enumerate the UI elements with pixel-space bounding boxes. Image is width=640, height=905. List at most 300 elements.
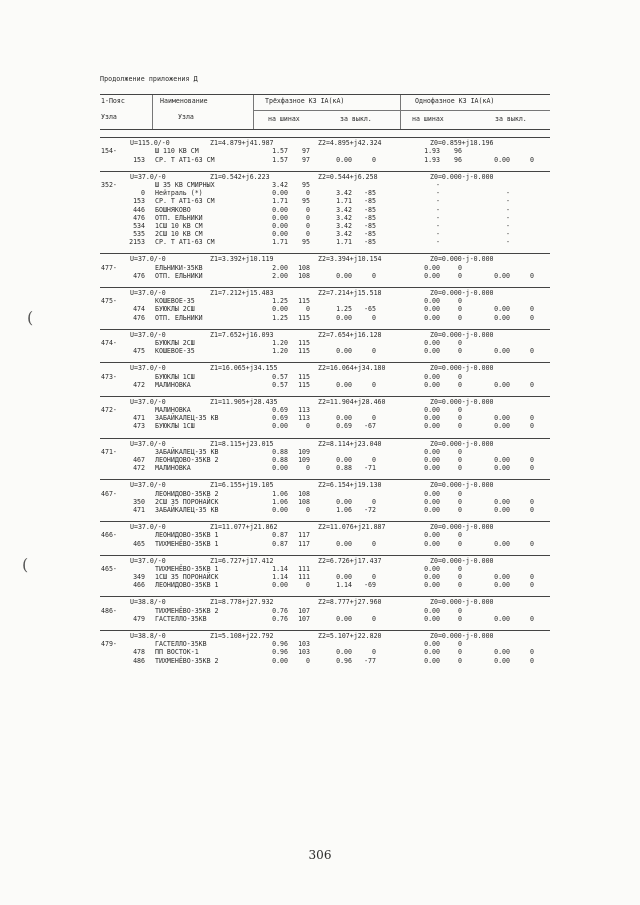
cell-2: 1.71 (272, 197, 288, 206)
block-z1: Z1=5.108+j22.792 (210, 632, 274, 641)
cell-8: - (506, 221, 510, 230)
cell-2: 0.00 (272, 205, 288, 214)
cell-6: 0.00 (424, 539, 440, 548)
header-subline (253, 110, 550, 111)
cell-1: ОТП. ЕЛЬНИКИ (155, 271, 203, 280)
table-row (100, 565, 550, 573)
cell-1: ЛЕОНИДОВО-35КВ 1 (155, 531, 219, 540)
cell-5: -85 (364, 221, 376, 230)
cell-7: 0 (458, 347, 462, 356)
cell-3: 97 (302, 147, 310, 156)
cell-7: 0 (458, 656, 462, 665)
cell-9: 0 (530, 414, 534, 423)
header-sub-breaker-1: за выкл. (495, 115, 527, 124)
cell-7: 0 (458, 456, 462, 465)
block-z2: Z2=7.214+j15.518 (318, 289, 382, 298)
cell-4: 0.00 (336, 347, 352, 356)
binding-hole-mark: ( (22, 555, 29, 574)
cell-6: 0.00 (424, 564, 440, 573)
cell-0: 2153 (129, 238, 145, 247)
block-z1: Z1=7.652+j16.093 (210, 330, 274, 339)
table-row (100, 581, 550, 589)
cell-5: 0 (372, 155, 376, 164)
cell-5: -77 (364, 656, 376, 665)
block-z2: Z2=6.154+j19.130 (318, 481, 382, 490)
block-z0: Z0=0.000-j-0.000 (430, 255, 494, 264)
block-z0: Z0=0.000-j-0.000 (430, 523, 494, 532)
block-header-row (100, 139, 550, 147)
cell-7: 0 (458, 505, 462, 514)
cell-8: 0.00 (494, 313, 510, 322)
block-u: U=38.8/-0 (130, 632, 166, 641)
block-z2: Z2=0.544+j6.258 (318, 172, 378, 181)
cell-9: 0 (530, 305, 534, 314)
table-row (100, 540, 550, 548)
cell-0: 471 (133, 505, 145, 514)
block-header-row (100, 289, 550, 297)
cell-7: 96 (454, 155, 462, 164)
table-row (100, 657, 550, 665)
cell-0: 352- (101, 180, 117, 189)
cell-6: 0.00 (424, 456, 440, 465)
cell-1: ЛЕОНИДОВО-35КВ 2 (155, 489, 219, 498)
cell-1: МАЛИНОВКА (155, 464, 191, 473)
cell-7: 0 (458, 297, 462, 306)
cell-7: 0 (458, 263, 462, 272)
cell-0: 466- (101, 531, 117, 540)
block-u: U=37.0/-0 (130, 255, 166, 264)
cell-8: 0.00 (494, 581, 510, 590)
cell-8: - (506, 197, 510, 206)
cell-0: 465- (101, 564, 117, 573)
block-z2: Z2=8.114+j23.040 (318, 439, 382, 448)
cell-3: 115 (298, 347, 310, 356)
cell-9: 0 (530, 313, 534, 322)
cell-6: 0.00 (424, 263, 440, 272)
header-divider (152, 95, 153, 129)
cell-1: МАЛИНОВКА (155, 406, 191, 415)
table-row (100, 640, 550, 648)
cell-4: 1.25 (336, 305, 352, 314)
cell-2: 1.25 (272, 297, 288, 306)
header-sub-bus-1: на шинах (412, 115, 444, 124)
cell-0: 472 (133, 380, 145, 389)
cell-0: 478 (133, 648, 145, 657)
block-z2: Z2=3.394+j10.154 (318, 255, 382, 264)
cell-1: МАЛИНОВКА (155, 380, 191, 389)
cell-2: 0.69 (272, 406, 288, 415)
block-header-row (100, 440, 550, 448)
cell-2: 0.00 (272, 305, 288, 314)
cell-3: 0 (306, 221, 310, 230)
header-col1-line2: Узла (101, 113, 117, 122)
cell-3: 0 (306, 422, 310, 431)
block-header-row (100, 632, 550, 640)
cell-8: 0.00 (494, 380, 510, 389)
cell-0: 476 (133, 213, 145, 222)
block-header-row (100, 255, 550, 263)
block-z0: Z0=0.000-j-0.000 (430, 481, 494, 490)
cell-1: 1СШ 10 КВ СМ (155, 221, 203, 230)
cell-3: 103 (298, 640, 310, 649)
cell-4: 0.00 (336, 414, 352, 423)
block-u: U=37.0/-0 (130, 330, 166, 339)
header-col2-line2: Узла (178, 113, 194, 122)
cell-6: 0.00 (424, 313, 440, 322)
table-row (100, 181, 550, 189)
cell-8: 0.00 (494, 422, 510, 431)
cell-3: 108 (298, 271, 310, 280)
cell-7: 0 (458, 539, 462, 548)
cell-2: 0.00 (272, 505, 288, 514)
block-u: U=37.0/-0 (130, 172, 166, 181)
cell-2: 1.25 (272, 313, 288, 322)
cell-1: БУЮКЛЫ 2СШ (155, 305, 195, 314)
cell-8: 0.00 (494, 271, 510, 280)
cell-7: 0 (458, 531, 462, 540)
cell-6: 1.93 (424, 155, 440, 164)
node-block (100, 630, 550, 665)
cell-0: 466 (133, 581, 145, 590)
cell-5: -85 (364, 197, 376, 206)
cell-9: 0 (530, 573, 534, 582)
cell-3: 108 (298, 497, 310, 506)
cell-3: 117 (298, 539, 310, 548)
block-z1: Z1=0.542+j6.223 (210, 172, 270, 181)
node-block (100, 329, 550, 356)
cell-6: 0.00 (424, 406, 440, 415)
cell-2: 0.00 (272, 464, 288, 473)
cell-6: 0.00 (424, 531, 440, 540)
cell-4: 0.00 (336, 648, 352, 657)
block-z1: Z1=6.727+j17.412 (210, 556, 274, 565)
block-header-row (100, 173, 550, 181)
node-block (100, 438, 550, 473)
cell-1: 2СШ 10 КВ СМ (155, 230, 203, 239)
cell-1: ТИХМЕНЁВО-35КВ 1 (155, 564, 219, 573)
cell-0: 486- (101, 606, 117, 615)
cell-1: Ш 110 КВ СМ (155, 147, 199, 156)
block-z1: Z1=3.392+j10.119 (210, 255, 274, 264)
cell-3: 0 (306, 205, 310, 214)
cell-3: 117 (298, 531, 310, 540)
cell-0: 474- (101, 338, 117, 347)
cell-4: 3.42 (336, 205, 352, 214)
cell-3: 111 (298, 573, 310, 582)
cell-7: 0 (458, 380, 462, 389)
block-z0: Z0=0.000-j-0.000 (430, 397, 494, 406)
table-row (100, 607, 550, 615)
cell-6: 0.00 (424, 422, 440, 431)
cell-2: 0.00 (272, 581, 288, 590)
cell-4: 3.42 (336, 213, 352, 222)
cell-2: 0.57 (272, 372, 288, 381)
cell-6: 0.00 (424, 305, 440, 314)
cell-5: -67 (364, 422, 376, 431)
cell-1: ГАСТЕЛЛО-35КВ (155, 640, 207, 649)
block-z0: Z0=0.000-j-0.000 (430, 598, 494, 607)
cell-6: 0.00 (424, 447, 440, 456)
cell-2: 0.00 (272, 213, 288, 222)
cell-4: 0.00 (336, 456, 352, 465)
cell-4: 0.00 (336, 539, 352, 548)
cell-6: - (436, 197, 440, 206)
cell-2: 0.76 (272, 606, 288, 615)
cell-3: 95 (302, 180, 310, 189)
cell-3: 95 (302, 197, 310, 206)
cell-6: 0.00 (424, 271, 440, 280)
cell-6: 0.00 (424, 414, 440, 423)
cell-6: - (436, 205, 440, 214)
cell-2: 0.00 (272, 230, 288, 239)
cell-9: 0 (530, 497, 534, 506)
block-z1: Z1=6.155+j19.105 (210, 481, 274, 490)
cell-9: 0 (530, 422, 534, 431)
table-header (100, 94, 550, 130)
cell-3: 0 (306, 581, 310, 590)
table-row (100, 238, 550, 246)
block-z0: Z0=0.000-j-0.000 (430, 632, 494, 641)
node-block (100, 596, 550, 623)
cell-0: 465 (133, 539, 145, 548)
cell-0: 476 (133, 313, 145, 322)
cell-0: 477- (101, 263, 117, 272)
cell-6: 0.00 (424, 573, 440, 582)
cell-4: 3.42 (336, 230, 352, 239)
cell-0: 479 (133, 614, 145, 623)
cell-2: 1.06 (272, 489, 288, 498)
table-row (100, 615, 550, 623)
cell-0: 486 (133, 656, 145, 665)
binding-hole-mark: ( (27, 308, 34, 327)
node-block (100, 171, 550, 247)
cell-6: 1.93 (424, 147, 440, 156)
cell-3: 0 (306, 189, 310, 198)
cell-0: 471 (133, 414, 145, 423)
cell-7: 0 (458, 573, 462, 582)
cell-0: 472 (133, 464, 145, 473)
cell-3: 115 (298, 372, 310, 381)
cell-4: 0.88 (336, 464, 352, 473)
block-z1: Z1=11.077+j21.862 (210, 523, 278, 532)
cell-6: - (436, 221, 440, 230)
cell-0: 474 (133, 305, 145, 314)
cell-1: ЕЛЬНИКИ-35КВ (155, 263, 203, 272)
cell-6: 0.00 (424, 372, 440, 381)
cell-4: 0.00 (336, 380, 352, 389)
cell-2: 1.14 (272, 564, 288, 573)
cell-3: 111 (298, 564, 310, 573)
block-u: U=37.0/-0 (130, 439, 166, 448)
block-u: U=37.0/-0 (130, 523, 166, 532)
node-block (100, 287, 550, 322)
cell-6: 0.00 (424, 640, 440, 649)
cell-3: 108 (298, 489, 310, 498)
table-row (100, 147, 550, 155)
cell-2: 2.00 (272, 271, 288, 280)
cell-5: -85 (364, 189, 376, 198)
cell-2: 1.57 (272, 155, 288, 164)
cell-9: 0 (530, 271, 534, 280)
cell-1: КОШЕВОЕ-35 (155, 297, 195, 306)
cell-8: - (506, 238, 510, 247)
cell-8: 0.00 (494, 305, 510, 314)
cell-1: Нейтраль (*) (155, 189, 203, 198)
cell-7: 0 (458, 606, 462, 615)
cell-9: 0 (530, 505, 534, 514)
cell-5: -69 (364, 581, 376, 590)
cell-0: 350 (133, 497, 145, 506)
cell-8: 0.00 (494, 497, 510, 506)
cell-5: -65 (364, 305, 376, 314)
cell-1: ЛЕОНИДОВО-35КВ 1 (155, 581, 219, 590)
table-row (100, 531, 550, 539)
page-number: 306 (308, 848, 332, 862)
cell-0: 153 (133, 155, 145, 164)
cell-0: 473- (101, 372, 117, 381)
cell-2: 0.87 (272, 539, 288, 548)
block-z2: Z2=4.895+j42.324 (318, 139, 382, 148)
cell-8: 0.00 (494, 614, 510, 623)
header-three-phase: Трёхфазное КЗ IA(кА) (265, 97, 345, 106)
node-block (100, 521, 550, 548)
document-sheet (100, 75, 550, 665)
cell-4: 0.00 (336, 497, 352, 506)
cell-1: ТИХМЕНЁВО-35КВ 1 (155, 539, 219, 548)
cell-1: СР. Т АТ1-63 СМ (155, 197, 215, 206)
cell-6: - (436, 230, 440, 239)
cell-7: 0 (458, 372, 462, 381)
cell-2: 1.06 (272, 497, 288, 506)
table-row (100, 414, 550, 422)
cell-4: 1.71 (336, 238, 352, 247)
table-row (100, 448, 550, 456)
cell-0: 154- (101, 147, 117, 156)
cell-3: 0 (306, 213, 310, 222)
cell-6: 0.00 (424, 297, 440, 306)
table-row (100, 214, 550, 222)
cell-4: 3.42 (336, 221, 352, 230)
cell-2: 0.76 (272, 614, 288, 623)
block-header-row (100, 364, 550, 372)
cell-0: 471- (101, 447, 117, 456)
cell-6: - (436, 238, 440, 247)
cell-8: - (506, 205, 510, 214)
cell-6: - (436, 180, 440, 189)
block-z2: Z2=11.904+j28.460 (318, 397, 386, 406)
table-row (100, 230, 550, 238)
cell-1: ТИХМЕНЁВО-35КВ 2 (155, 656, 219, 665)
cell-2: 0.88 (272, 456, 288, 465)
cell-6: 0.00 (424, 497, 440, 506)
cell-3: 97 (302, 155, 310, 164)
table-row (100, 305, 550, 313)
table-row (100, 498, 550, 506)
cell-5: 0 (372, 456, 376, 465)
cell-1: СР. Т АТ1-63 СМ (155, 155, 215, 164)
cell-5: 0 (372, 648, 376, 657)
cell-0: 349 (133, 573, 145, 582)
header-sub-bus-3: на шинах (268, 115, 300, 124)
table-row (100, 456, 550, 464)
cell-9: 0 (530, 614, 534, 623)
header-col2-line1: Наименование (160, 97, 208, 106)
table-row (100, 156, 550, 164)
cell-3: 109 (298, 456, 310, 465)
cell-9: 0 (530, 456, 534, 465)
cell-1: ОТП. ЕЛЬНИКИ (155, 313, 203, 322)
table-row (100, 264, 550, 272)
cell-1: ОТП. ЕЛЬНИКИ (155, 213, 203, 222)
cell-1: ЗАБАЙКАЛЕЦ-35 КВ (155, 414, 219, 423)
cell-6: 0.00 (424, 606, 440, 615)
cell-2: 0.69 (272, 414, 288, 423)
cell-3: 95 (302, 238, 310, 247)
cell-1: ЛЕОНИДОВО-35КВ 2 (155, 456, 219, 465)
cell-6: 0.00 (424, 505, 440, 514)
table-row (100, 464, 550, 472)
table-row (100, 206, 550, 214)
cell-2: 1.57 (272, 147, 288, 156)
page-title: Продолжение приложения Д (100, 75, 198, 83)
cell-7: 0 (458, 406, 462, 415)
node-block (100, 362, 550, 389)
block-z0: Z0=0.000-j-0.000 (430, 556, 494, 565)
cell-7: 0 (458, 648, 462, 657)
cell-2: 3.42 (272, 180, 288, 189)
cell-4: 1.71 (336, 197, 352, 206)
cell-3: 0 (306, 656, 310, 665)
cell-1: 1СШ 35 ПОРОНАЙСК (155, 573, 219, 582)
cell-2: 0.96 (272, 640, 288, 649)
cell-5: 0 (372, 414, 376, 423)
cell-6: 0.00 (424, 648, 440, 657)
block-u: U=37.0/-0 (130, 556, 166, 565)
cell-2: 1.20 (272, 347, 288, 356)
cell-6: 0.00 (424, 380, 440, 389)
cell-0: 446 (133, 205, 145, 214)
cell-7: 0 (458, 564, 462, 573)
cell-9: 0 (530, 581, 534, 590)
cell-6: 0.00 (424, 338, 440, 347)
block-z1: Z1=11.905+j28.435 (210, 397, 278, 406)
cell-0: 472- (101, 406, 117, 415)
cell-5: 0 (372, 271, 376, 280)
cell-0: 467- (101, 489, 117, 498)
block-header-row (100, 398, 550, 406)
cell-3: 0 (306, 305, 310, 314)
table-row (100, 373, 550, 381)
cell-5: -72 (364, 505, 376, 514)
cell-6: 0.00 (424, 581, 440, 590)
cell-7: 0 (458, 313, 462, 322)
block-z2: Z2=5.107+j22.820 (318, 632, 382, 641)
cell-9: 0 (530, 648, 534, 657)
node-block (100, 555, 550, 590)
block-z2: Z2=7.654+j16.128 (318, 330, 382, 339)
cell-8: 0.00 (494, 539, 510, 548)
header-col1-line1: 1-Пояс (101, 97, 125, 106)
table-row (100, 347, 550, 355)
block-u: U=115.0/-0 (130, 139, 170, 148)
header-divider (400, 95, 401, 129)
cell-3: 115 (298, 313, 310, 322)
cell-7: 0 (458, 581, 462, 590)
block-z2: Z2=8.777+j27.960 (318, 598, 382, 607)
block-z0: Z0=0.000-j-0.000 (430, 289, 494, 298)
cell-8: 0.00 (494, 155, 510, 164)
cell-3: 109 (298, 447, 310, 456)
